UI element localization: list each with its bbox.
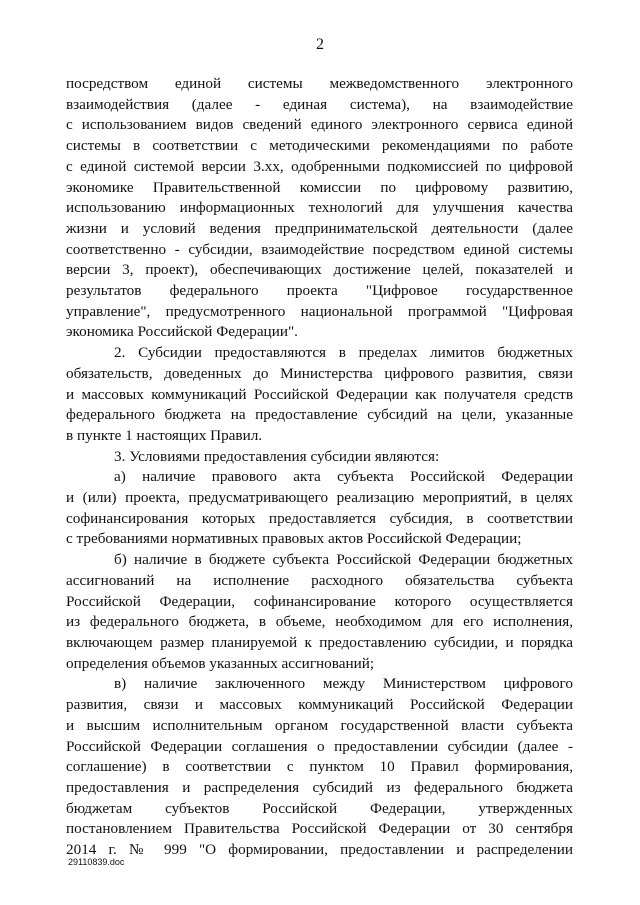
text-line: определения объемов указанных ассигнований; [66,654,375,672]
text-line: постановлением Правительства Российской Федерации от 30 сентября [66,820,573,838]
text-line: ассигнований на исполнение расходного обязательства субъекта [66,571,573,589]
text-line: экономике Правительственной комиссии по цифровому развитию, [66,178,573,196]
text-line: с требованиями нормативных правовых актов Российской Федерации; [66,530,522,548]
paragraph [66,343,573,447]
text-line: использованию информационных технологий для улучшения качества [66,199,573,217]
text-line: посредством единой системы межведомственного электронного [66,75,573,92]
paragraph [66,74,573,343]
text-line: управление", предусмотренного национальной программой "Цифровая [66,302,573,320]
text-line: а) наличие правового акта субъекта Российской Федерации [114,468,573,486]
text-line: обязательств, доведенных до Министерства цифрового развития, связи [66,364,573,382]
text-line: включающем размер планируемой к предоставлению субсидии, и порядка [66,633,573,651]
text-line: 2014 г. № 999 "О формировании, предоставлении и распределении [66,841,573,859]
text-line: с единой системой версии 3.хх, одобренными подкомиссией по цифровой [66,157,573,175]
text-line: с использованием видов сведений единого электронного сервиса единой [66,116,573,134]
paragraph [66,447,573,468]
text-line: предоставления и распределения субсидий из федерального бюджета [66,778,573,796]
text-line: соглашение) в соответствии с пунктом 10 Правил формирования, [66,758,573,776]
text-line: федерального бюджета на предоставление субсидий на цели, указанные [66,406,573,424]
text-line: в пункте 1 настоящих Правил. [66,426,263,444]
text-line: и массовых коммуникаций Российской Федерации как получателя средств [66,385,573,403]
text-line: развития, связи и массовых коммуникаций Российской Федерации [66,696,573,714]
text-line: бюджетам субъектов Российской Федерации, утвержденных [66,799,573,817]
text-line: Российской Федерации соглашения о предоставлении субсидии (далее - [66,737,573,755]
text-line: и (или) проекта, предусматривающего реализацию мероприятий, в целях [66,489,573,507]
text-line: жизни и условий ведения предпринимательской деятельности (далее [66,219,573,237]
paragraph [66,674,573,860]
text-line: системы в соответствии с методическими рекомендациями по работе [66,137,573,155]
text-line: соответственно - субсидии, взаимодействие посредством единой системы [66,240,573,258]
page-number: 2 [316,36,324,53]
file-name-footer: 29110839.doc [68,857,125,867]
paragraph [66,467,573,550]
text-line: 3. Условиями предоставления субсидии являются: [114,447,440,465]
text-line: б) наличие в бюджете субъекта Российской Федерации бюджетных [114,551,573,569]
text-line: и высшим исполнительным органом государственной власти субъекта [66,716,573,734]
paragraph [66,550,573,674]
text-line: экономика Российской Федерации". [66,323,298,341]
text-line: взаимодействия (далее - единая система), на взаимодействие [66,95,573,113]
text-line: Российской Федерации, софинансирование которого осуществляется [66,592,573,610]
document-body [66,74,573,861]
text-line: 2. Субсидии предоставляются в пределах лимитов бюджетных [114,344,573,362]
text-line: в) наличие заключенного между Министерством цифрового [114,675,573,693]
text-line: результатов федерального проекта "Цифровое государственное [66,282,573,300]
text-line: из федерального бюджета, в объеме, необходимом для его исполнения, [66,613,573,631]
text-line: софинансирования которых предоставляется субсидия, в соответствии [66,509,573,527]
text-line: версии 3, проект), обеспечивающих достижение целей, показателей и [66,261,573,279]
